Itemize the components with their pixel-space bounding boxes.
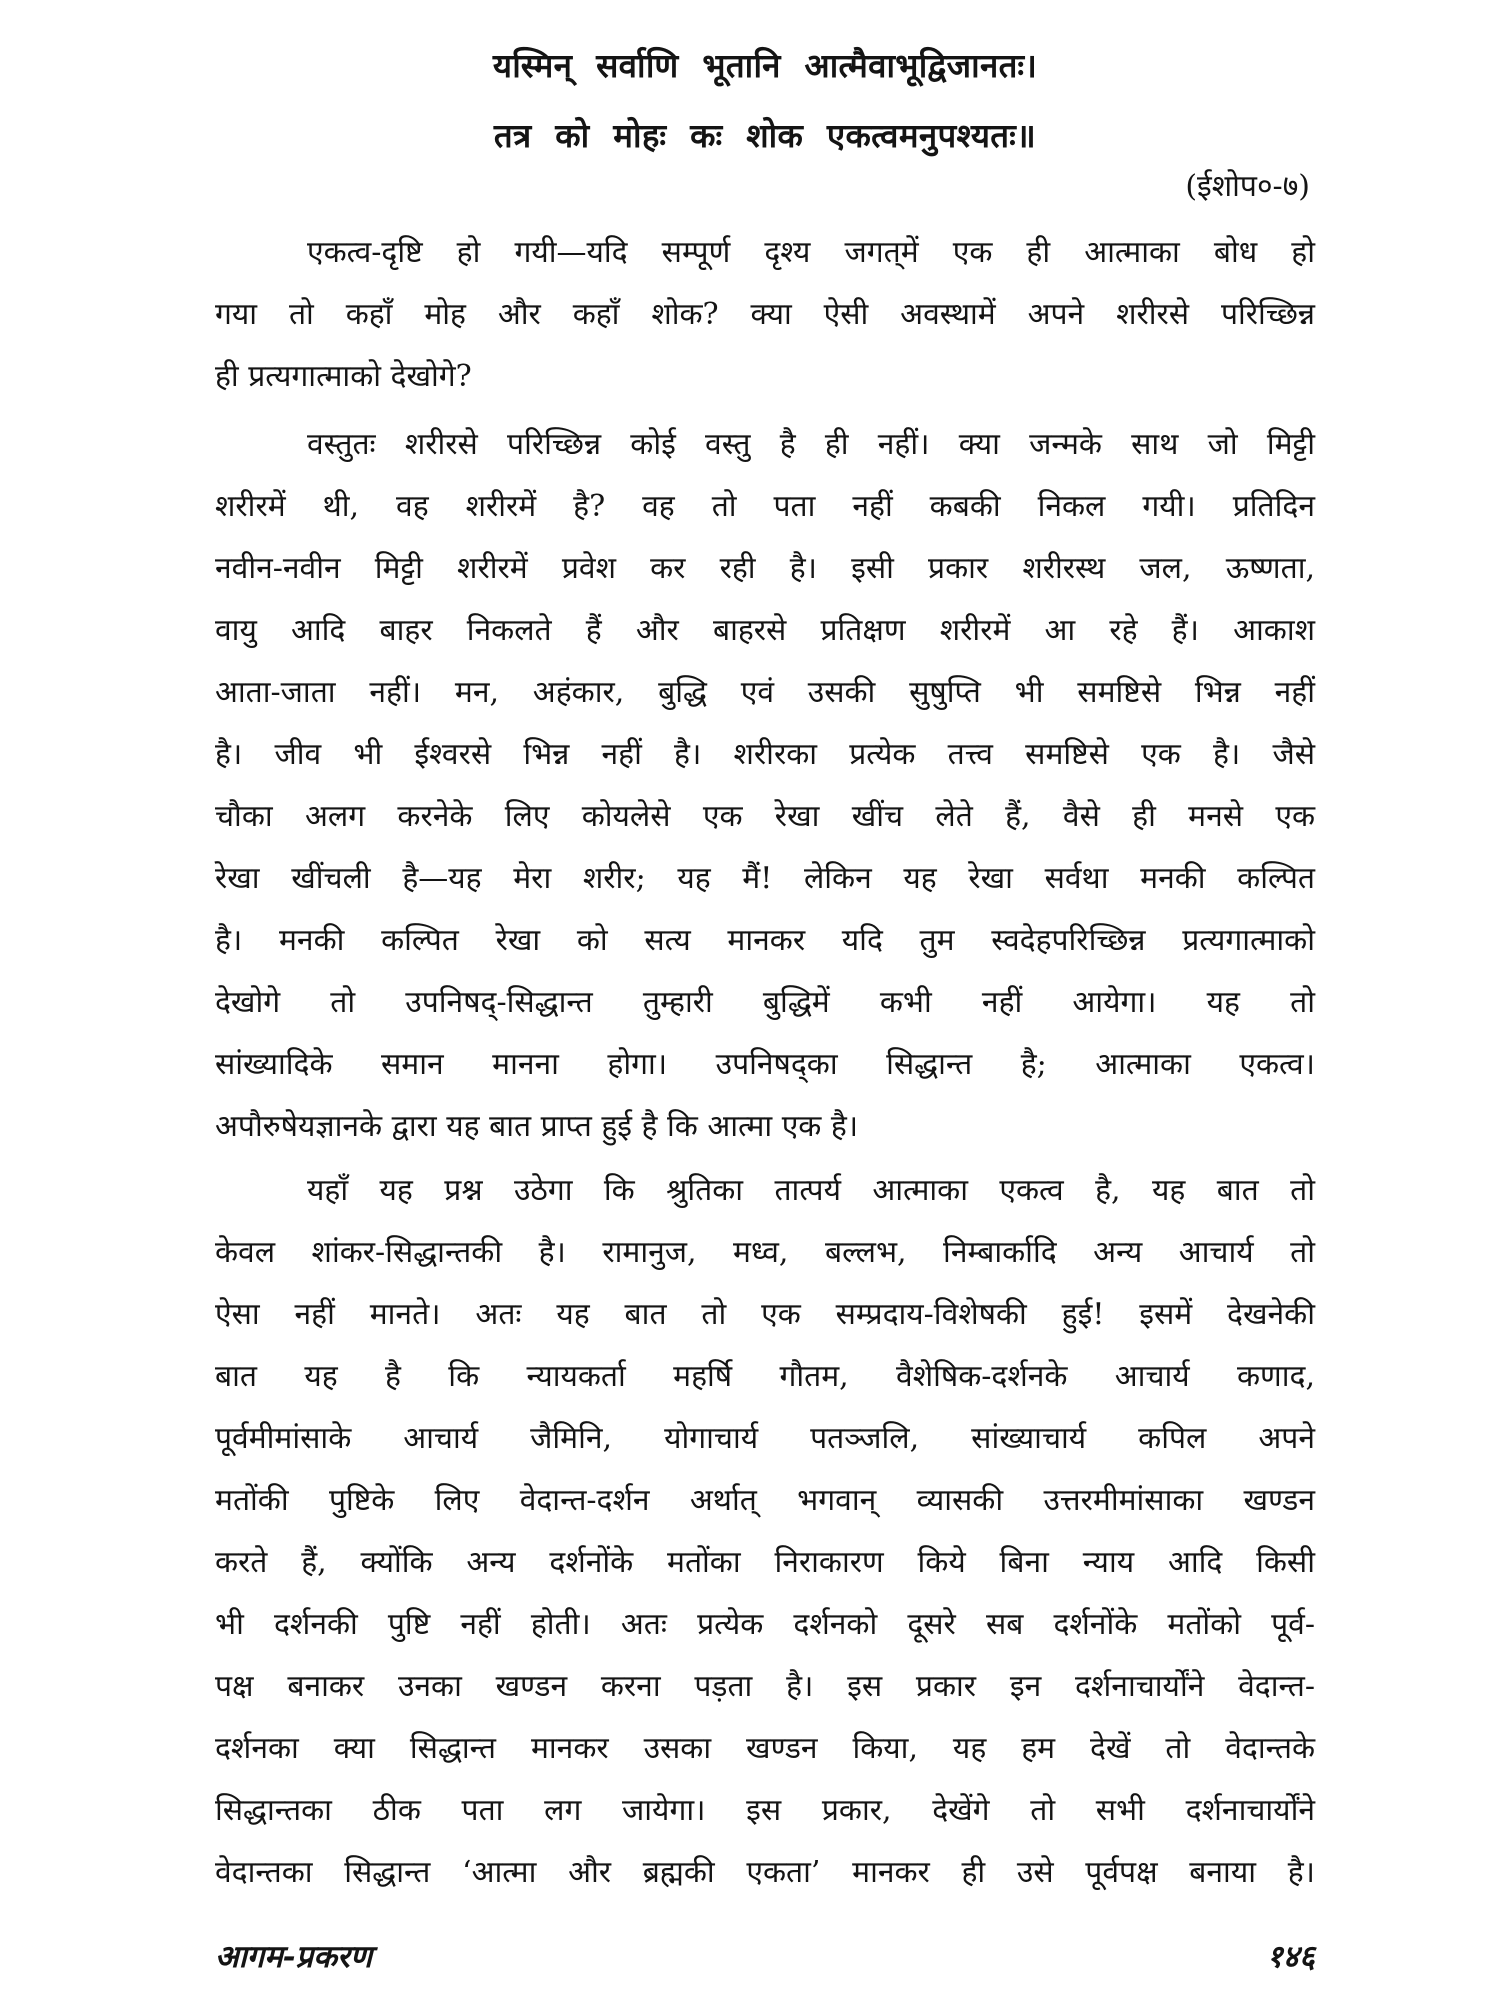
text-line: वायु आदि बाहर निकलते हैं और बाहरसे प्रतिक्षण शरीरमें आ रहे हैं। आकाश bbox=[215, 613, 1315, 648]
text-line: चौका अलग करनेके लिए कोयलेसे एक रेखा खींच लेते हैं, वैसे ही मनसे एक bbox=[215, 799, 1315, 834]
page-number: १४६ bbox=[1266, 1939, 1315, 1975]
paragraph-2 bbox=[215, 414, 1315, 1158]
text-line: गया तो कहाँ मोह और कहाँ शोक? क्या ऐसी अवस्थामें अपने शरीरसे परिच्छिन्न bbox=[215, 297, 1315, 332]
text-line: सांख्यादिके समान मानना होगा। उपनिषद्का सिद्धान्त है; आत्माका एकत्व। bbox=[215, 1047, 1315, 1082]
text-line: है। मनकी कल्पित रेखा को सत्य मानकर यदि तुम स्वदेहपरिच्छिन्न प्रत्यगात्माको bbox=[215, 923, 1315, 958]
text-line: देखोगे तो उपनिषद्-सिद्धान्त तुम्हारी बुद्धिमें कभी नहीं आयेगा। यह तो bbox=[215, 985, 1315, 1020]
verse-reference: (ईशोप०-७) bbox=[1185, 169, 1310, 204]
text-line: शरीरमें थी, वह शरीरमें है? वह तो पता नहीं कबकी निकल गयी। प्रतिदिन bbox=[215, 489, 1315, 524]
text-line: पक्ष बनाकर उनका खण्डन करना पड़ता है। इस प्रकार इन दर्शनाचार्योंने वेदान्त- bbox=[215, 1669, 1315, 1704]
paragraph-3 bbox=[215, 1160, 1315, 1904]
text-line: ही प्रत्यगात्माको देखोगे? bbox=[215, 359, 472, 394]
verse-line-1: यस्मिन् सर्वाणि भूतानि आत्मैवाभूद्विजानतः। bbox=[492, 46, 1038, 85]
text-line: बात यह है कि न्यायकर्ता महर्षि गौतम, वैशेषिक-दर्शनके आचार्य कणाद, bbox=[215, 1359, 1315, 1394]
text-line: वेदान्तका सिद्धान्त ‘आत्मा और ब्रह्मकी एकता’ मानकर ही उसे पूर्वपक्ष बनाया है। bbox=[215, 1855, 1315, 1890]
text-line: करते हैं, क्योंकि अन्य दर्शनोंके मतोंका निराकारण किये बिना न्याय आदि किसी bbox=[215, 1545, 1315, 1580]
text-line: दर्शनका क्या सिद्धान्त मानकर उसका खण्डन किया, यह हम देखें तो वेदान्तके bbox=[215, 1731, 1315, 1766]
text-line: आता-जाता नहीं। मन, अहंकार, बुद्धि एवं उसकी सुषुप्ति भी समष्टिसे भिन्न नहीं bbox=[215, 675, 1315, 710]
text-line: है। जीव भी ईश्वरसे भिन्न नहीं है। शरीरका प्रत्येक तत्त्व समष्टिसे एक है। जैसे bbox=[215, 737, 1315, 772]
footer-section-title: आगम-प्रकरण bbox=[215, 1939, 373, 1975]
text-line: रेखा खींचली है—यह मेरा शरीर; यह मैं! लेकिन यह रेखा सर्वथा मनकी कल्पित bbox=[215, 861, 1315, 896]
paragraph-1 bbox=[215, 222, 1315, 408]
text-line: नवीन-नवीन मिट्टी शरीरमें प्रवेश कर रही है। इसी प्रकार शरीरस्थ जल, ऊष्णता, bbox=[215, 551, 1315, 586]
text-line: वस्तुतः शरीरसे परिच्छिन्न कोई वस्तु है ही नहीं। क्या जन्मके साथ जो मिट्टी bbox=[307, 427, 1315, 462]
text-line: मतोंकी पुष्टिके लिए वेदान्त-दर्शन अर्थात् भगवान् व्यासकी उत्तरमीमांसाका खण्डन bbox=[215, 1483, 1315, 1518]
text-line: सिद्धान्तका ठीक पता लग जायेगा। इस प्रकार, देखेंगे तो सभी दर्शनाचार्योंने bbox=[215, 1793, 1315, 1828]
verse-line-2: तत्र को मोहः कः शोक एकत्वमनुपश्यतः॥ bbox=[493, 116, 1037, 155]
text-line: भी दर्शनकी पुष्टि नहीं होती। अतः प्रत्येक दर्शनको दूसरे सब दर्शनोंके मतोंको पूर्व- bbox=[215, 1607, 1315, 1642]
text-line: केवल शांकर-सिद्धान्तकी है। रामानुज, मध्व, बल्लभ, निम्बार्कादि अन्य आचार्य तो bbox=[215, 1235, 1315, 1270]
text-line: अपौरुषेयज्ञानके द्वारा यह बात प्राप्त हुई है कि आत्मा एक है। bbox=[215, 1109, 859, 1144]
text-line: एकत्व-दृष्टि हो गयी—यदि सम्पूर्ण दृश्य जगत्‌में एक ही आत्माका बोध हो bbox=[307, 235, 1315, 270]
text-line: पूर्वमीमांसाके आचार्य जैमिनि, योगाचार्य पतञ्जलि, सांख्याचार्य कपिल अपने bbox=[215, 1421, 1315, 1456]
text-line: यहाँ यह प्रश्न उठेगा कि श्रुतिका तात्पर्य आत्माका एकत्व है, यह बात तो bbox=[307, 1173, 1315, 1208]
text-line: ऐसा नहीं मानते। अतः यह बात तो एक सम्प्रदाय-विशेषकी हुई! इसमें देखनेकी bbox=[215, 1297, 1315, 1332]
